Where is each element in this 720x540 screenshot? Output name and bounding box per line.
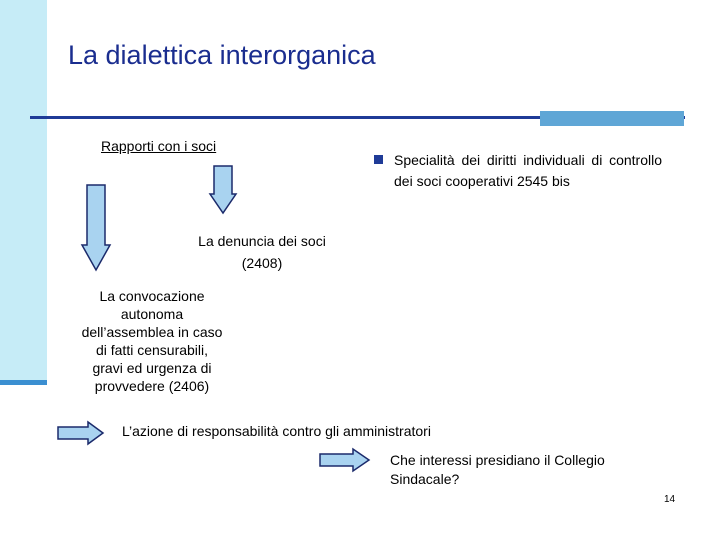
collegio-question bbox=[390, 451, 650, 489]
convocazione-text bbox=[62, 287, 242, 395]
sidebar-decoration bbox=[0, 0, 47, 384]
bullet-text: Specialità dei diritti individuali di controllo dei soci cooperativi 2545 bis bbox=[394, 152, 662, 189]
collegio-line: Sindacale? bbox=[390, 471, 460, 487]
rapporti-label: Rapporti con i soci bbox=[101, 138, 217, 154]
bullet-item bbox=[374, 150, 662, 192]
convocazione-line: autonoma bbox=[120, 306, 184, 322]
denuncia-line: La denuncia dei soci bbox=[198, 233, 326, 249]
denuncia-text bbox=[162, 230, 362, 274]
sidebar-accent bbox=[0, 380, 47, 385]
convocazione-line: dell’assemblea in caso bbox=[81, 324, 223, 340]
convocazione-line: di fatti censurabili, bbox=[95, 342, 209, 358]
collegio-line: Che interessi presidiano il Collegio bbox=[390, 452, 605, 468]
convocazione-line: La convocazione bbox=[99, 288, 205, 304]
convocazione-line: gravi ed urgenza di bbox=[92, 360, 212, 376]
page-number: 14 bbox=[664, 494, 676, 505]
convocazione-line: provvedere (2406) bbox=[94, 378, 210, 394]
slide-title: La dialettica interorganica bbox=[68, 40, 376, 70]
azione-text: L’azione di responsabilità contro gli amministratori bbox=[122, 423, 431, 439]
title-divider-accent bbox=[540, 111, 684, 126]
right-arrow-icon bbox=[320, 449, 370, 471]
down-arrow-long-icon bbox=[82, 185, 110, 271]
down-arrow-icon bbox=[210, 166, 236, 214]
right-arrow-icon bbox=[58, 422, 104, 444]
denuncia-line: (2408) bbox=[241, 255, 283, 271]
